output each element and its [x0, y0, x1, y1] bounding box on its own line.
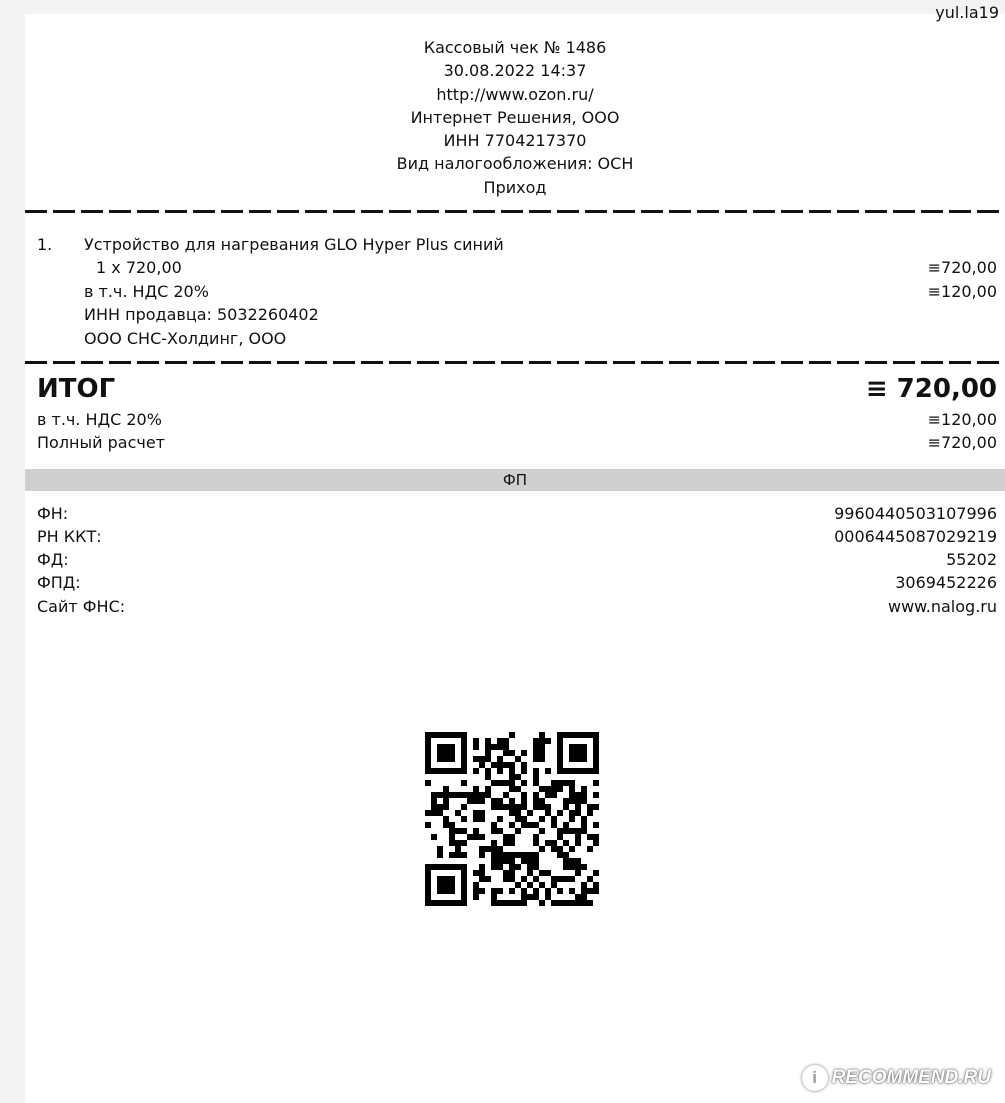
site-watermark: [802, 1065, 991, 1091]
fiscal-label: РН ККТ:: [37, 527, 102, 546]
fiscal-label: ФД:: [37, 550, 69, 569]
total-vat-value: ≡120,00: [927, 410, 997, 429]
site-watermark-text: RECOMMEND.RU: [831, 1067, 991, 1088]
fiscal-value: www.nalog.ru: [887, 597, 997, 616]
payment-label: Полный расчет: [37, 433, 165, 452]
operation-type: Приход: [483, 177, 547, 197]
item-seller-inn: ИНН продавца: 5032260402: [84, 305, 319, 324]
store-url: http://www.ozon.ru/: [436, 84, 594, 104]
item-seller-name: ООО СНС-Холдинг, ООО: [84, 329, 287, 348]
receipt-paper: [25, 14, 1005, 1103]
total-label: ИТОГ: [37, 374, 116, 404]
receipt-header: [25, 36, 1005, 199]
fiscal-value: 3069452226: [895, 573, 997, 592]
tax-system: Вид налогообложения: ОСН: [396, 154, 634, 174]
fiscal-value: 55202: [946, 550, 997, 569]
dashed-divider: [25, 210, 1005, 213]
fiscal-value: 0006445087029219: [834, 527, 997, 546]
item-name: Устройство для нагревания GLO Hyper Plus синий: [84, 235, 504, 254]
company-inn: ИНН 7704217370: [443, 131, 587, 151]
qr-code: [425, 732, 599, 906]
receipt-datetime: 30.08.2022 14:37: [443, 61, 587, 81]
dashed-divider: [25, 361, 1005, 364]
fiscal-label: Сайт ФНС:: [37, 597, 126, 616]
recommend-logo-icon: i: [802, 1065, 828, 1091]
item-vat-label: в т.ч. НДС 20%: [84, 282, 209, 301]
total-value: ≡ 720,00: [865, 374, 997, 404]
total-vat-label: в т.ч. НДС 20%: [37, 410, 162, 429]
username-watermark: yul.la19: [935, 3, 999, 22]
item-amount: ≡720,00: [927, 258, 997, 277]
company-name: Интернет Решения, ООО: [410, 107, 620, 127]
fiscal-label: ФН:: [37, 504, 69, 523]
item-number: 1.: [37, 235, 53, 254]
receipt-title: Кассовый чек № 1486: [423, 38, 607, 57]
fiscal-label: ФПД:: [37, 573, 81, 592]
fiscal-value: 9960440503107996: [834, 504, 997, 523]
payment-value: ≡720,00: [927, 433, 997, 452]
item-vat-amount: ≡120,00: [927, 282, 997, 301]
fiscal-section-bar: ФП: [25, 469, 1005, 491]
item-qty-price: 1 x 720,00: [96, 258, 182, 277]
